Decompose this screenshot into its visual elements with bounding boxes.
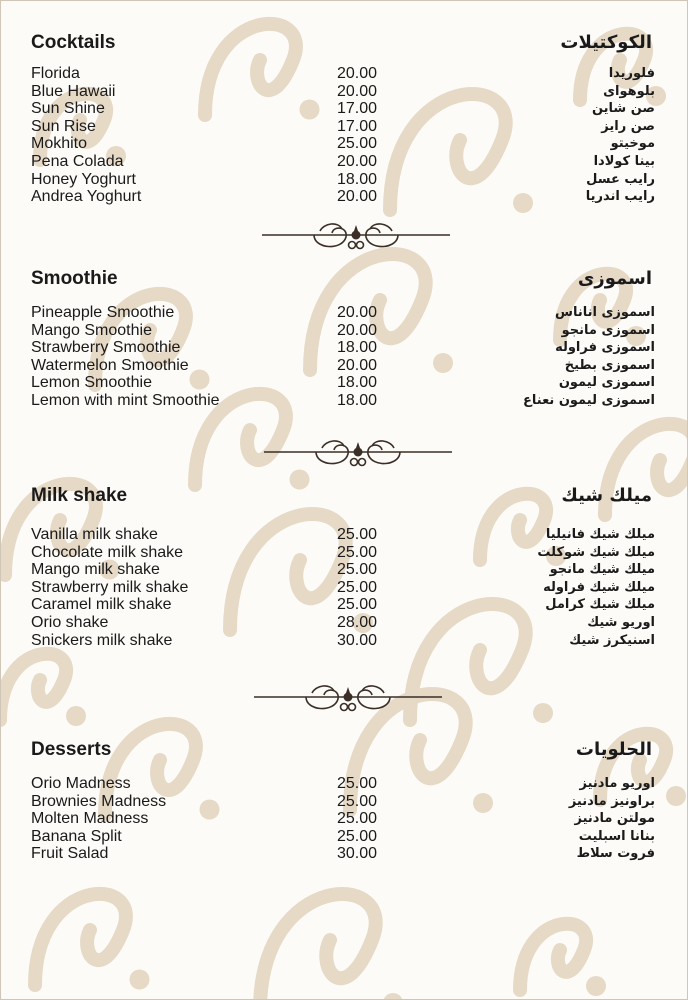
menu-item bbox=[0, 526, 688, 544]
item-price: 25.00 bbox=[337, 596, 378, 614]
menu-item bbox=[0, 810, 688, 828]
menu-item bbox=[0, 793, 688, 811]
item-name: Molten Madness bbox=[31, 810, 149, 828]
item-name-ar: اسموزى ليمون bbox=[558, 375, 655, 391]
menu-item-list bbox=[0, 526, 688, 649]
menu-item bbox=[0, 596, 688, 614]
item-name: Strawberry Smoothie bbox=[31, 339, 181, 357]
item-price: 17.00 bbox=[337, 117, 378, 135]
menu-item bbox=[0, 632, 688, 650]
menu-item bbox=[0, 65, 688, 83]
menu-item bbox=[0, 561, 688, 579]
menu-item-list bbox=[0, 775, 688, 863]
item-price: 25.00 bbox=[337, 543, 378, 561]
item-name: Fruit Salad bbox=[31, 845, 109, 863]
damask-dot bbox=[586, 976, 606, 996]
item-price: 25.00 bbox=[337, 810, 378, 828]
item-name-ar: موخيتو bbox=[610, 136, 655, 152]
menu-item bbox=[0, 171, 688, 189]
item-name-ar: صن شاين bbox=[591, 101, 655, 117]
damask-dot bbox=[66, 706, 86, 726]
menu-item bbox=[0, 83, 688, 101]
item-name: Snickers milk shake bbox=[31, 631, 173, 649]
item-name-ar: ميلك شيك فراوله bbox=[543, 579, 655, 595]
item-name-ar: اسنيكرز شيك bbox=[569, 632, 655, 648]
item-name: Florida bbox=[31, 65, 80, 82]
item-name-ar: مولتن مادنيز bbox=[574, 811, 655, 827]
item-name-ar: فلوريدا bbox=[608, 66, 655, 81]
damask-swirl bbox=[35, 894, 126, 985]
item-price: 30.00 bbox=[337, 845, 378, 863]
item-name: Blue Hawaii bbox=[31, 82, 116, 100]
damask-dot bbox=[383, 993, 403, 1000]
item-price: 25.00 bbox=[337, 578, 378, 596]
menu-item bbox=[0, 357, 688, 375]
item-name: Sun Shine bbox=[31, 100, 105, 118]
item-name: Andrea Yoghurt bbox=[31, 188, 142, 206]
item-price: 28.00 bbox=[337, 613, 378, 631]
item-price: 20.00 bbox=[337, 65, 378, 82]
item-name: Mokhito bbox=[31, 135, 88, 153]
menu-item-list bbox=[0, 65, 688, 206]
menu-item bbox=[0, 135, 688, 153]
item-name-ar: رايب اندريا bbox=[585, 189, 655, 205]
damask-dot bbox=[130, 970, 150, 990]
section-title-en: Milk shake bbox=[31, 485, 128, 506]
item-name-ar: بلوهواى bbox=[603, 83, 655, 99]
item-price: 25.00 bbox=[337, 561, 378, 579]
section-title-en: Desserts bbox=[31, 739, 112, 760]
item-name: Orio shake bbox=[31, 613, 109, 631]
damask-swirl bbox=[260, 894, 376, 1000]
item-price: 25.00 bbox=[337, 792, 378, 810]
item-price: 20.00 bbox=[337, 82, 378, 100]
item-name-ar: ميلك شيك شوكلت bbox=[537, 544, 655, 560]
item-price: 25.00 bbox=[337, 135, 378, 153]
menu-item bbox=[0, 579, 688, 597]
item-name-ar: اسموزى ليمون نعناع bbox=[523, 392, 655, 408]
item-price: 20.00 bbox=[337, 356, 378, 374]
item-name-ar: اوريو مادنيز bbox=[579, 776, 655, 791]
item-name: Brownies Madness bbox=[31, 792, 167, 810]
item-name: Honey Yoghurt bbox=[31, 170, 136, 188]
item-name: Mango milk shake bbox=[31, 561, 160, 579]
section-title-en: Cocktails bbox=[31, 32, 116, 53]
menu-item bbox=[0, 153, 688, 171]
item-name: Vanilla milk shake bbox=[31, 526, 158, 543]
menu-item bbox=[0, 118, 688, 136]
item-name: Pineapple Smoothie bbox=[31, 304, 175, 321]
item-name-ar: رايب عسل bbox=[586, 171, 655, 187]
menu-item bbox=[0, 775, 688, 793]
menu-item-list bbox=[0, 304, 688, 410]
item-price: 25.00 bbox=[337, 526, 378, 543]
section-title-ar: ميلك شيك bbox=[561, 485, 652, 506]
ornamental-divider bbox=[254, 681, 442, 720]
menu-item bbox=[0, 322, 688, 340]
item-name-ar: بينا كولادا bbox=[593, 153, 655, 169]
menu-item bbox=[0, 614, 688, 632]
ornamental-divider bbox=[264, 436, 452, 475]
menu-item bbox=[0, 100, 688, 118]
item-name-ar: اوريو شيك bbox=[587, 614, 655, 630]
item-name-ar: اسموزى اناناس bbox=[555, 305, 655, 320]
item-price: 30.00 bbox=[337, 631, 378, 649]
item-price: 18.00 bbox=[337, 374, 378, 392]
item-name: Banana Split bbox=[31, 827, 122, 845]
item-name-ar: ميلك شيك مانجو bbox=[549, 562, 655, 578]
item-name: Chocolate milk shake bbox=[31, 543, 184, 561]
item-name: Lemon with mint Smoothie bbox=[31, 391, 220, 409]
item-price: 25.00 bbox=[337, 775, 378, 792]
item-name: Watermelon Smoothie bbox=[31, 356, 189, 374]
item-price: 20.00 bbox=[337, 152, 378, 170]
item-name: Mango Smoothie bbox=[31, 321, 152, 339]
damask-swirl bbox=[0, 654, 66, 720]
item-name: Strawberry milk shake bbox=[31, 578, 189, 596]
item-name-ar: اسموزى فراوله bbox=[555, 340, 655, 356]
menu-item bbox=[0, 339, 688, 357]
section-title-en: Smoothie bbox=[31, 268, 118, 289]
item-price: 18.00 bbox=[337, 339, 378, 357]
item-name: Lemon Smoothie bbox=[31, 374, 152, 392]
item-price: 25.00 bbox=[337, 827, 378, 845]
item-name: Pena Colada bbox=[31, 152, 124, 170]
item-name-ar: اسموزى بطيخ bbox=[564, 357, 655, 373]
damask-dot bbox=[533, 703, 553, 723]
item-name-ar: ميلك شيك كرامل bbox=[545, 597, 655, 613]
item-name-ar: ميلك شيك فانيليا bbox=[545, 527, 655, 542]
menu-item bbox=[0, 845, 688, 863]
item-name: Orio Madness bbox=[31, 775, 131, 792]
item-price: 20.00 bbox=[337, 321, 378, 339]
menu-item bbox=[0, 544, 688, 562]
item-name-ar: اسموزى مانجو bbox=[561, 322, 655, 338]
item-name-ar: بنانا اسبليت bbox=[578, 828, 655, 844]
item-name-ar: صن رايز bbox=[601, 118, 655, 134]
item-name-ar: فروت سلاط bbox=[576, 846, 655, 862]
section-title-ar: الحلويات bbox=[575, 739, 652, 760]
item-price: 20.00 bbox=[337, 304, 378, 321]
menu-item bbox=[0, 304, 688, 322]
section-title-ar: اسموزى bbox=[577, 268, 652, 289]
item-name-ar: براونيز مادنيز bbox=[568, 793, 655, 809]
item-name: Caramel milk shake bbox=[31, 596, 172, 614]
menu-item bbox=[0, 374, 688, 392]
section-title-ar: الكوكتيلات bbox=[560, 32, 652, 53]
menu-item bbox=[0, 392, 688, 410]
ornamental-divider bbox=[262, 219, 450, 258]
damask-swirl bbox=[520, 924, 586, 990]
item-price: 17.00 bbox=[337, 100, 378, 118]
menu-item bbox=[0, 828, 688, 846]
scroll-ornament-icon bbox=[254, 681, 442, 715]
scroll-ornament-icon bbox=[264, 436, 452, 470]
menu-item bbox=[0, 188, 688, 206]
item-name: Sun Rise bbox=[31, 117, 96, 135]
item-price: 18.00 bbox=[337, 170, 378, 188]
item-price: 18.00 bbox=[337, 391, 378, 409]
scroll-ornament-icon bbox=[262, 219, 450, 253]
item-price: 20.00 bbox=[337, 188, 378, 206]
